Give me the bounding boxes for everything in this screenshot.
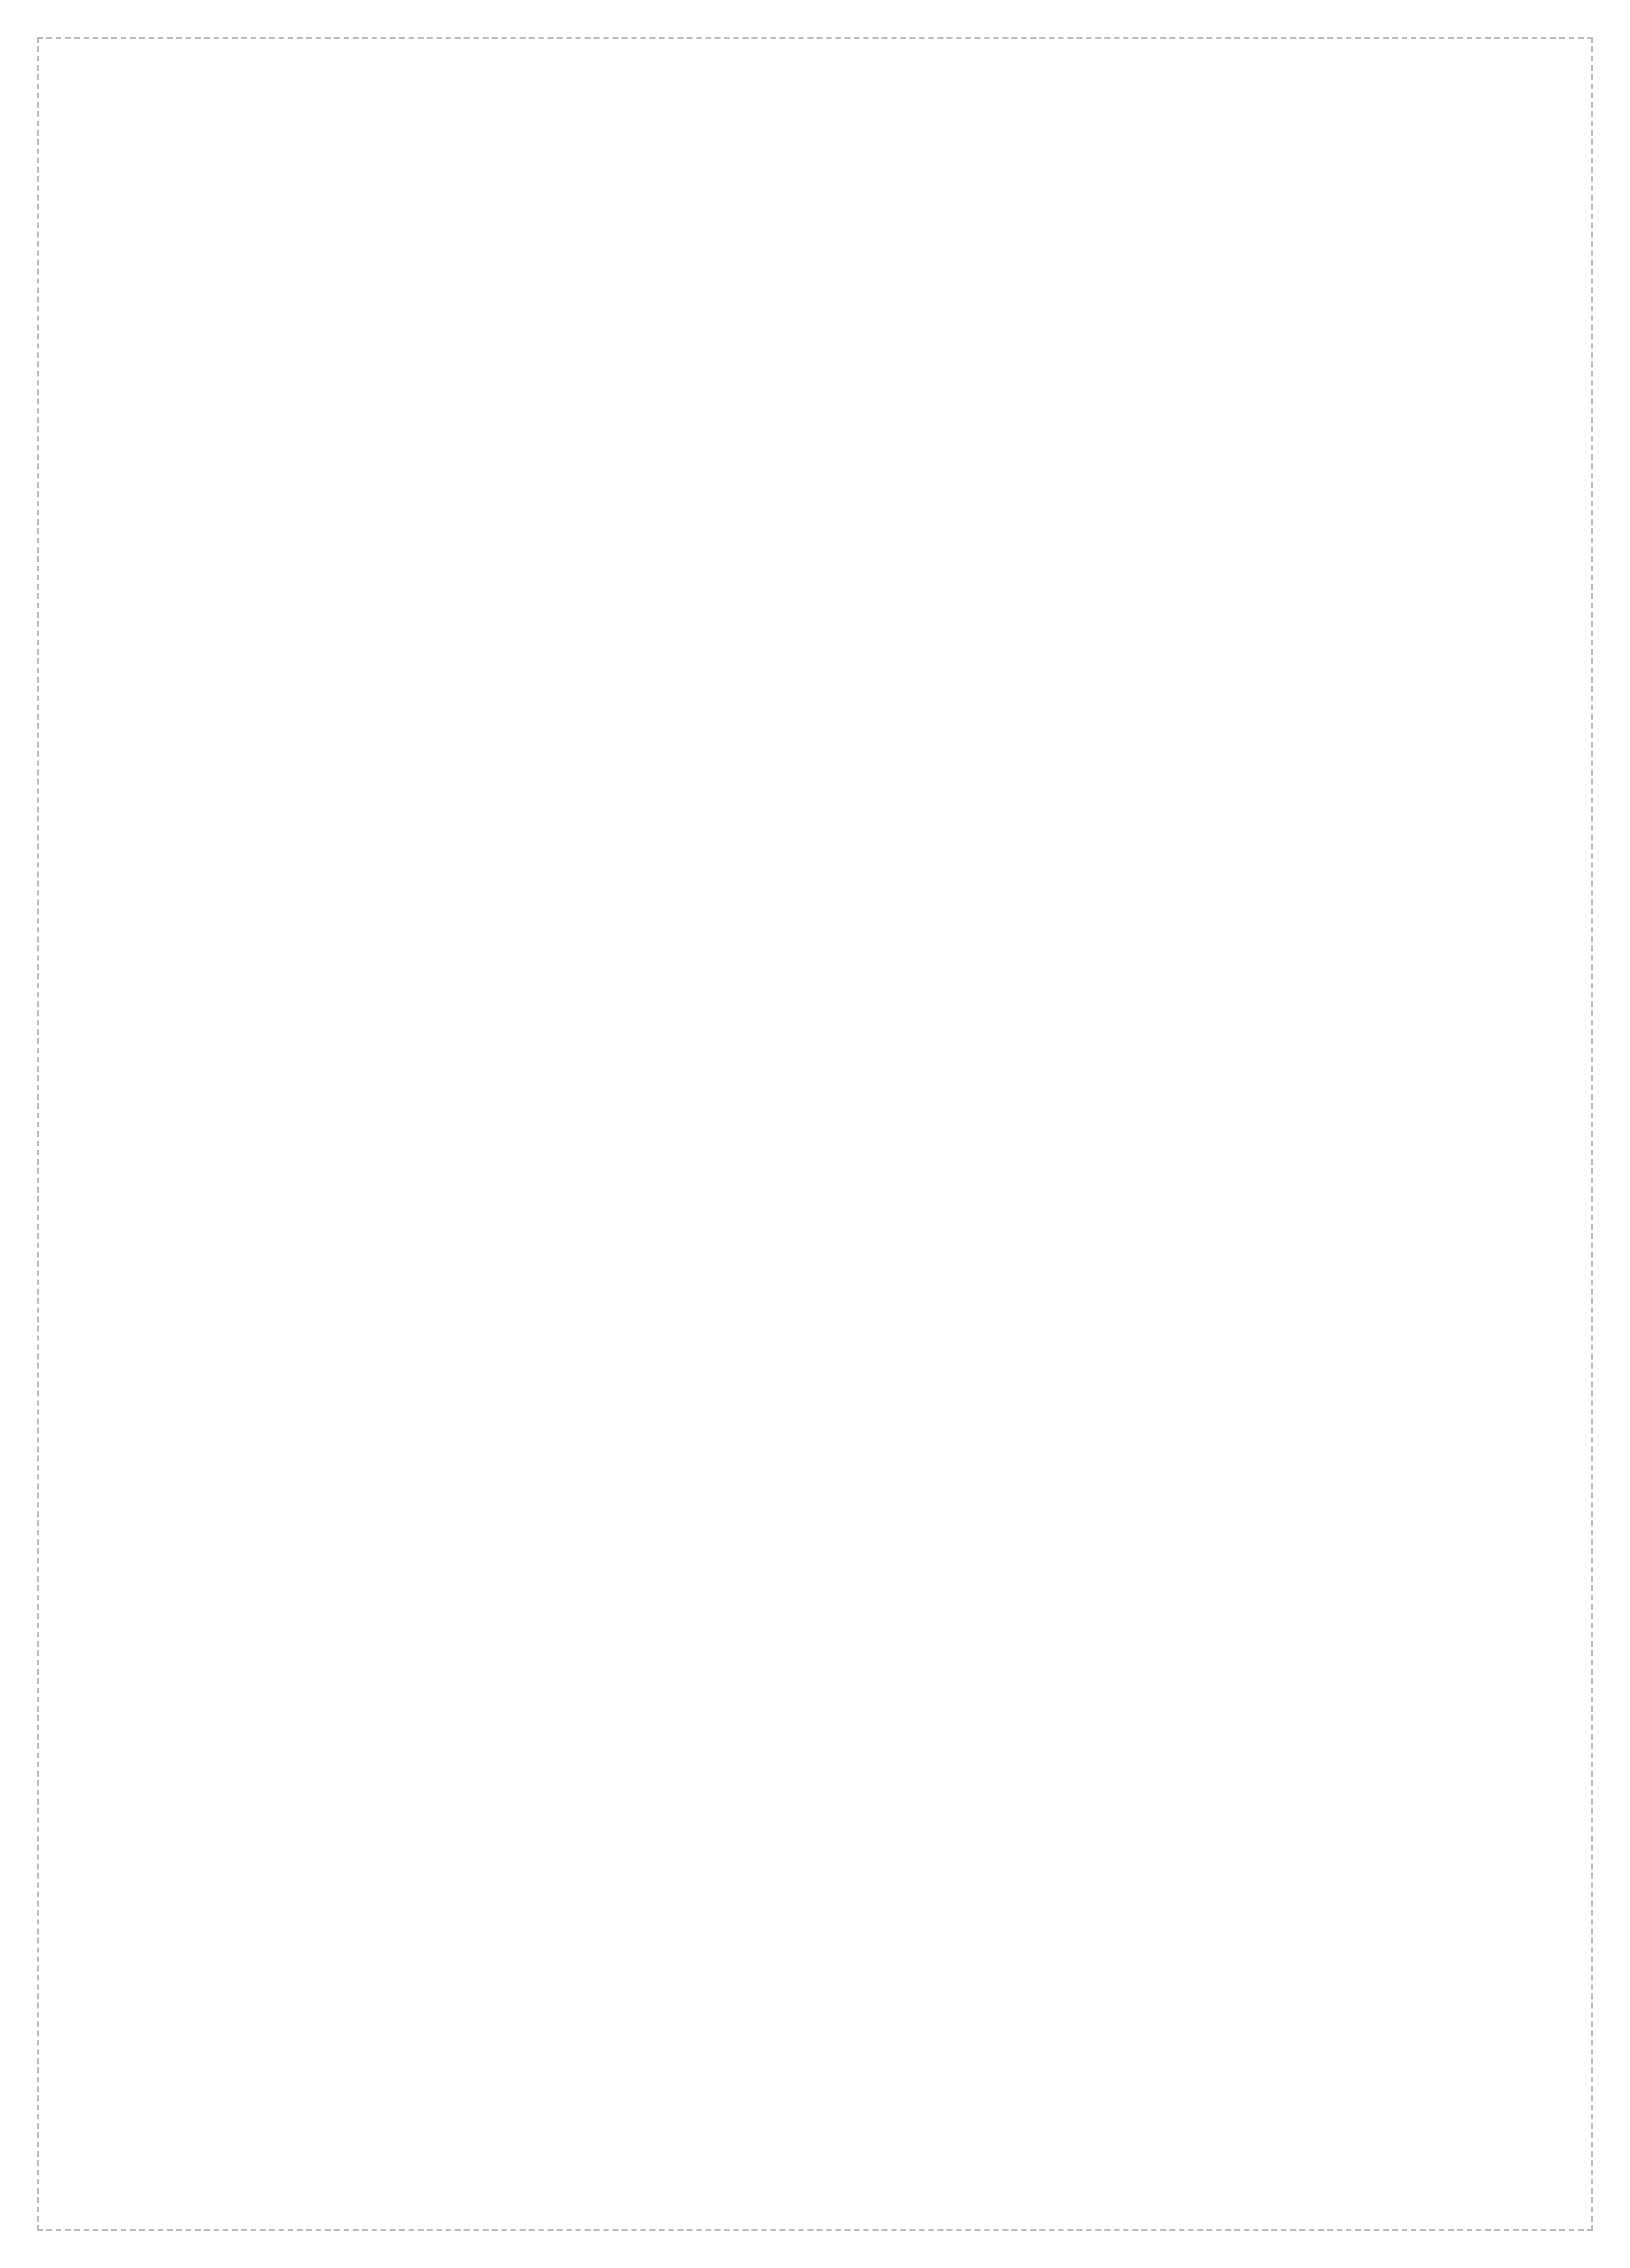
content-placeholder (37, 37, 1593, 2231)
